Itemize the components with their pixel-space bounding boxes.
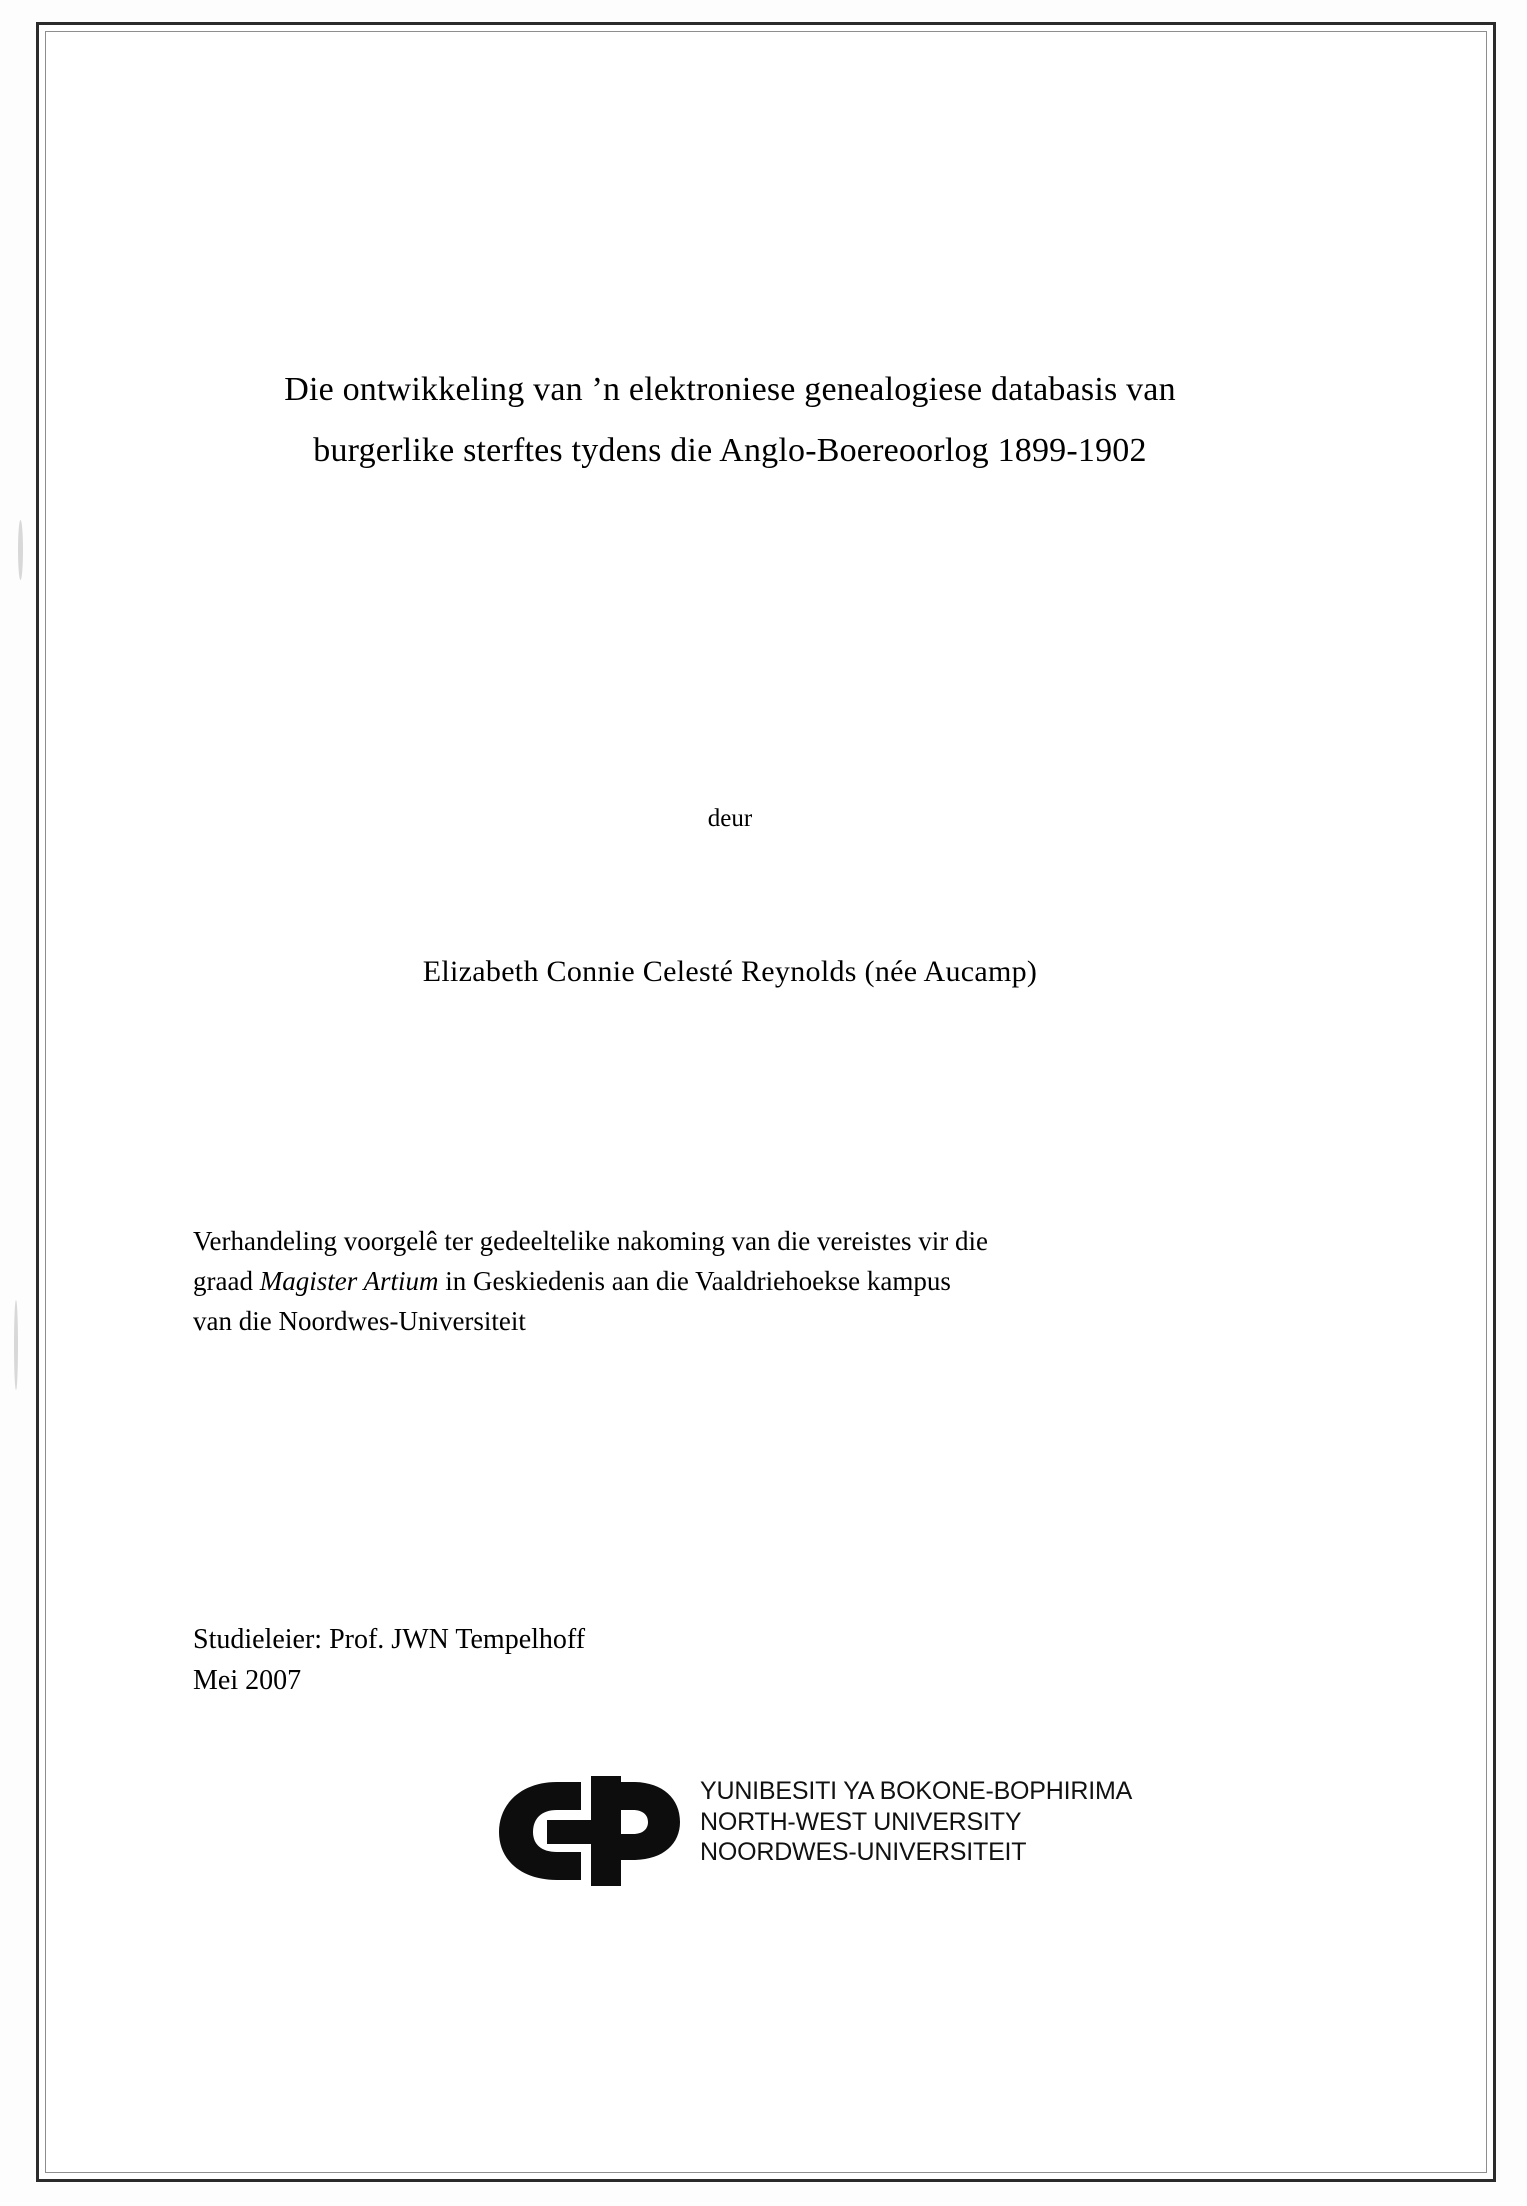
degree-statement-line-3: van die Noordwes-Universiteit bbox=[193, 1305, 526, 1336]
by-label: deur bbox=[707, 805, 753, 832]
scan-artifact bbox=[14, 1300, 18, 1390]
logo-text-line-3: NOORDWES-UNIVERSITEIT bbox=[700, 1838, 1027, 1866]
page-title bbox=[150, 360, 1310, 481]
university-logo-text bbox=[700, 1776, 1132, 1868]
logo-text-line-1: YUNIBESITI YA BOKONE-BOPHIRIMA bbox=[700, 1777, 1133, 1805]
title-page-content bbox=[150, 0, 1310, 2206]
north-west-university-logo-icon bbox=[495, 1776, 680, 1886]
supervisor-and-date bbox=[193, 1620, 1193, 1701]
title-line-2: burgerlike sterftes tydens die Anglo-Boereoorlog 1899-1902 bbox=[313, 431, 1147, 469]
title-line-1: Die ontwikkeling van ’n elektroniese genealogiese databasis van bbox=[284, 371, 1176, 408]
degree-statement-line-1: Verhandeling voorgelê ter gedeeltelike nakoming van die vereistes vir die bbox=[193, 1226, 988, 1256]
degree-statement-line-2-pre: graad bbox=[193, 1265, 260, 1296]
degree-statement bbox=[193, 1222, 1273, 1342]
supervisor-line: Studieleier: Prof. JWN Tempelhoff bbox=[193, 1624, 586, 1655]
scan-artifact bbox=[18, 520, 23, 580]
author-name: Elizabeth Connie Celesté Reynolds (née Aucamp) bbox=[422, 955, 1038, 988]
degree-statement-line-2 bbox=[193, 1262, 1273, 1302]
degree-statement-line-2-post: in Geskiedenis aan die Vaaldriehoekse kampus bbox=[438, 1265, 951, 1296]
date-line: Mei 2007 bbox=[193, 1664, 302, 1696]
logo-text-line-2: NORTH-WEST UNIVERSITY bbox=[700, 1807, 1022, 1836]
degree-name: Magister Artium bbox=[259, 1265, 439, 1296]
university-logo-block bbox=[460, 1770, 1160, 1900]
